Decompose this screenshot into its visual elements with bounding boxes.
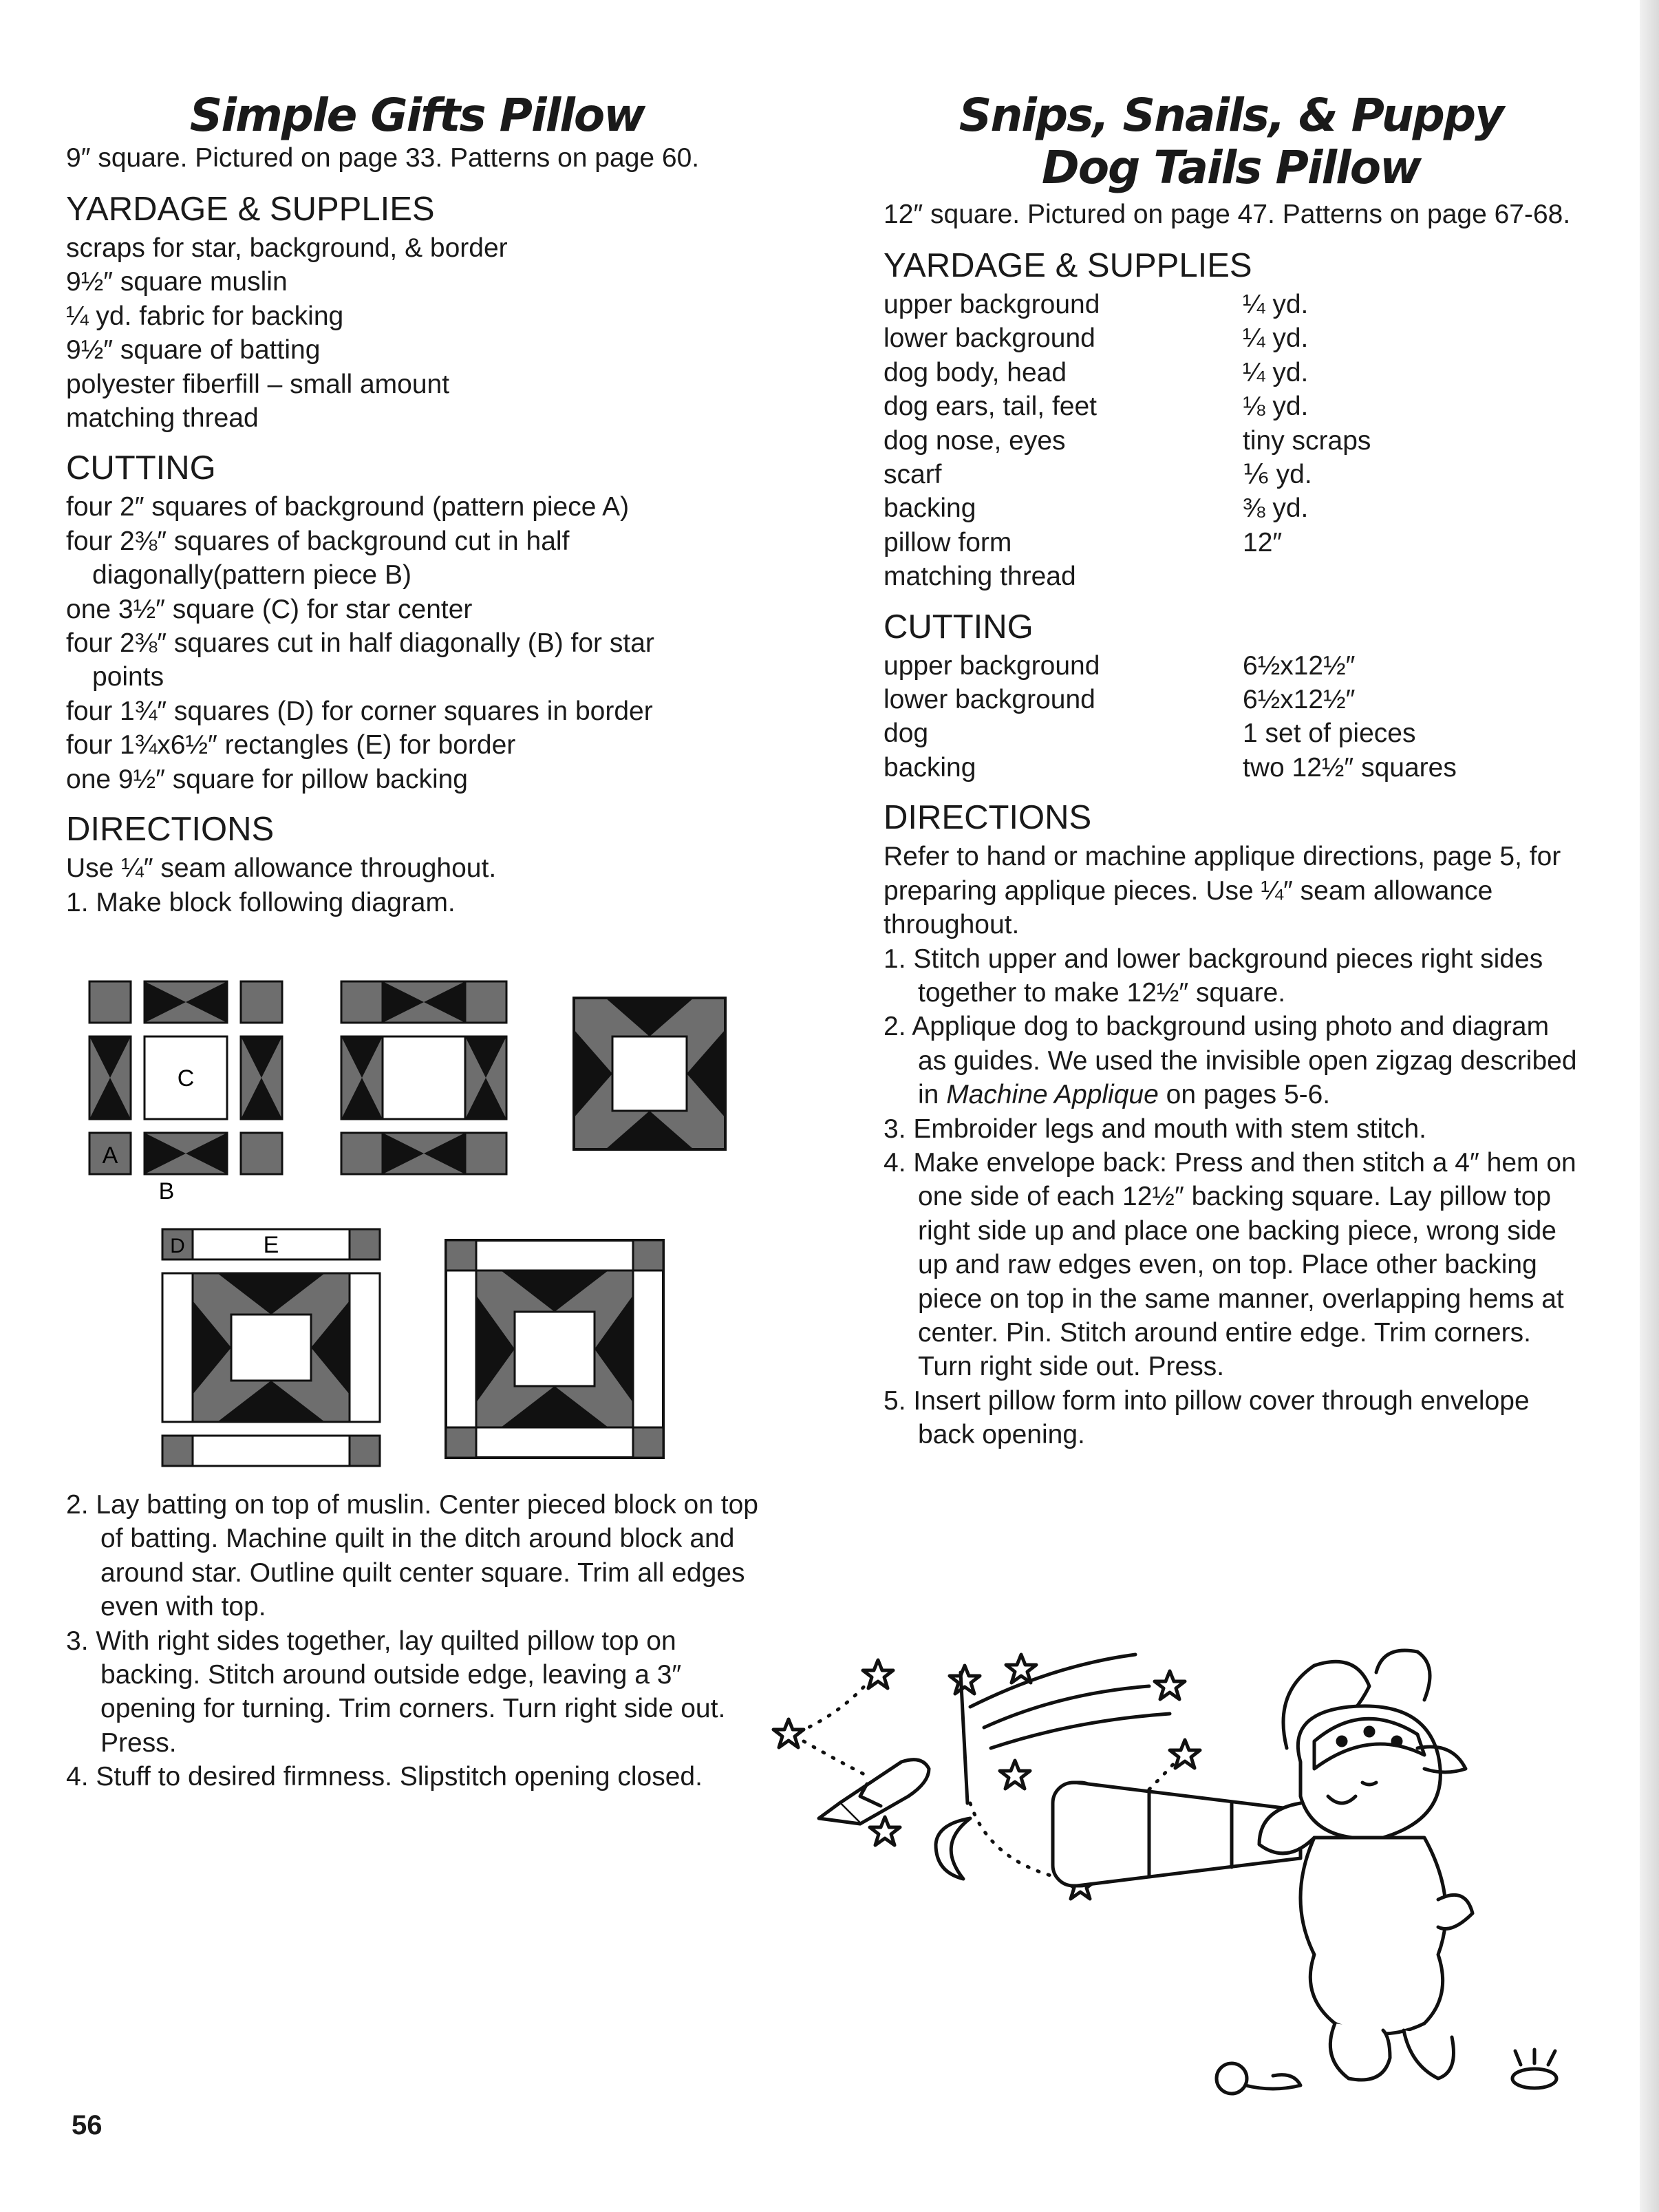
table-row	[884, 458, 1578, 491]
right-title-line-1: Snips, Snails, & Puppy	[959, 89, 1503, 142]
diagram-border-exploded	[162, 1229, 380, 1466]
table-row	[884, 751, 1578, 785]
left-cutting-list	[66, 490, 768, 796]
left-cutting-heading: CUTTING	[66, 449, 216, 487]
item-name: upper background	[884, 290, 1100, 319]
item-name: lower background	[884, 685, 1095, 715]
step-emphasis: Machine Applique	[946, 1080, 1159, 1110]
list-item: 9½″ square muslin	[66, 267, 288, 297]
left-title: Simple Gifts Pillow	[189, 89, 645, 142]
diagram-assembled-star	[574, 998, 725, 1149]
item-qty: ⅜ yd.	[1243, 493, 1309, 524]
right-title-line-2: Dog Tails Pillow	[1041, 141, 1421, 194]
left-column	[66, 89, 768, 919]
item-qty: 6½x12½″	[1243, 650, 1356, 681]
item-qty: tiny scraps	[1243, 425, 1371, 456]
right-subtitle: 12″ square. Pictured on page 47. Patterns on page 67-68.	[884, 200, 1571, 229]
label-a: A	[102, 1142, 118, 1169]
right-yardage-table	[884, 288, 1578, 594]
item-name: backing	[884, 493, 976, 524]
item-qty: 6½x12½″	[1243, 685, 1356, 715]
direction-step: 3. Embroider legs and mouth with stem stitch.	[884, 1114, 1427, 1144]
list-item: ¼ yd. fabric for backing	[66, 301, 344, 331]
list-item: 9½″ square of batting	[66, 335, 321, 365]
table-row	[884, 424, 1578, 458]
item-name: lower background	[884, 323, 1095, 354]
list-item: four 2⅜″ squares cut in half diagonally (B) for star	[66, 628, 654, 659]
list-item: four 1¾″ squares (D) for corner squares in border	[66, 696, 653, 726]
table-row	[884, 491, 1578, 525]
direction-step	[884, 1010, 1578, 1112]
table-row	[884, 683, 1578, 716]
table-row	[884, 560, 1578, 593]
item-name: matching thread	[884, 562, 1076, 592]
moon-icon	[936, 1818, 970, 1879]
block-assembly-diagram	[83, 970, 743, 1483]
right-directions-heading: DIRECTIONS	[884, 799, 1092, 837]
list-item-continued: points	[92, 662, 164, 692]
item-name: dog nose, eyes	[884, 425, 1066, 456]
right-yardage-heading: YARDAGE & SUPPLIES	[884, 247, 1252, 284]
item-name: pillow form	[884, 527, 1012, 557]
left-yardage-heading: YARDAGE & SUPPLIES	[66, 191, 435, 228]
item-qty: ⅙ yd.	[1243, 460, 1312, 490]
table-row	[884, 390, 1578, 423]
directions-step-1: 1. Make block following diagram.	[66, 887, 456, 917]
page-number: 56	[72, 2110, 103, 2140]
item-qty: ¼ yd.	[1243, 323, 1309, 354]
snail-icon	[1512, 2050, 1556, 2088]
table-row	[884, 716, 1578, 750]
table-row	[884, 526, 1578, 560]
directions-intro: Use ¼″ seam allowance throughout.	[66, 853, 497, 884]
list-item: polyester fiberfill – small amount	[66, 369, 450, 399]
label-b: B	[158, 1178, 175, 1204]
list-item: four 1¾x6½″ rectangles (E) for border	[66, 730, 516, 761]
direction-step: 4. Stuff to desired firmness. Slipstitch opening closed.	[66, 1762, 703, 1792]
list-item: one 3½″ square (C) for star center	[66, 594, 473, 624]
diagram-rows-joined	[341, 981, 506, 1174]
item-name: dog ears, tail, feet	[884, 392, 1098, 422]
directions-intro: Refer to hand or machine applique directions, page 5, for preparing applique pieces. Use ¼″ seam allowance throughout.	[884, 842, 1561, 940]
list-item: matching thread	[66, 403, 259, 434]
item-qty: ¼ yd.	[1243, 290, 1309, 319]
puppy-figure	[1259, 1650, 1473, 2080]
label-d: D	[170, 1235, 185, 1257]
list-item: one 9½″ square for pillow backing	[66, 764, 468, 794]
list-item: scraps for star, background, & border	[66, 233, 508, 263]
diagram-finished-block	[446, 1240, 663, 1458]
right-cutting-table	[884, 649, 1578, 785]
label-c: C	[177, 1065, 195, 1092]
table-row	[884, 649, 1578, 683]
item-qty: 12″	[1243, 527, 1283, 557]
direction-step: 5. Insert pillow form into pillow cover through envelope back opening.	[884, 1385, 1530, 1450]
snail-icon	[1217, 2063, 1301, 2094]
step-text: on pages 5-6.	[1158, 1080, 1331, 1110]
left-directions-heading: DIRECTIONS	[66, 811, 275, 849]
item-qty: ⅛ yd.	[1243, 392, 1309, 422]
rocket-icon	[819, 1672, 967, 1824]
page-edge	[1640, 0, 1659, 2212]
item-qty: ¼ yd.	[1243, 357, 1309, 387]
table-row	[884, 321, 1578, 355]
list-item: four 2⅜″ squares of background cut in half	[66, 526, 570, 556]
list-item: four 2″ squares of background (pattern piece A)	[66, 492, 630, 522]
right-column	[884, 89, 1578, 1452]
item-qty: two 12½″ squares	[1243, 752, 1457, 783]
direction-step: 2. Lay batting on top of muslin. Center pieced block on top of batting. Machine quilt in the ditch around block and around star. Outline quilt center square. Trim all edges even with top.	[66, 1490, 758, 1622]
item-name: dog	[884, 719, 929, 749]
puppy-telescope-illustration	[764, 1638, 1617, 2123]
table-row	[884, 356, 1578, 390]
direction-step: 4. Make envelope back: Press and then stitch a 4″ hem on one side of each 12½″ backing square. Lay pillow top right side up and place one backing piece, wrong side up and raw edges even, on top. Place other backing piece on top in the same manner, overlapping hems at center. Pin. Stitch around entire edge. Trim corners. Turn right side out. Press.	[884, 1147, 1576, 1382]
item-qty: 1 set of pieces	[1243, 719, 1416, 749]
direction-step: 3. With right sides together, lay quilted pillow top on backing. Stitch around outside edge, leaving a 3″ opening for turning. Trim corners. Turn right side out. Press.	[66, 1626, 726, 1758]
left-subtitle: 9″ square. Pictured on page 33. Patterns on page 60.	[66, 143, 700, 173]
label-e: E	[263, 1232, 279, 1258]
item-name: upper background	[884, 650, 1100, 681]
left-steps	[66, 1488, 768, 1794]
direction-step: 1. Stitch upper and lower background pieces right sides together to make 12½″ square.	[884, 944, 1543, 1008]
right-cutting-heading: CUTTING	[884, 608, 1034, 646]
item-name: scarf	[884, 460, 942, 490]
list-item-continued: diagonally(pattern piece B)	[92, 560, 411, 591]
table-row	[884, 288, 1578, 321]
item-name: dog body, head	[884, 357, 1067, 387]
step-text: 2. Applique dog to background using photo and diagram as guides. We used the invisible open zigzag described in	[884, 1012, 1577, 1110]
left-yardage-list	[66, 231, 768, 435]
item-name: backing	[884, 752, 976, 783]
